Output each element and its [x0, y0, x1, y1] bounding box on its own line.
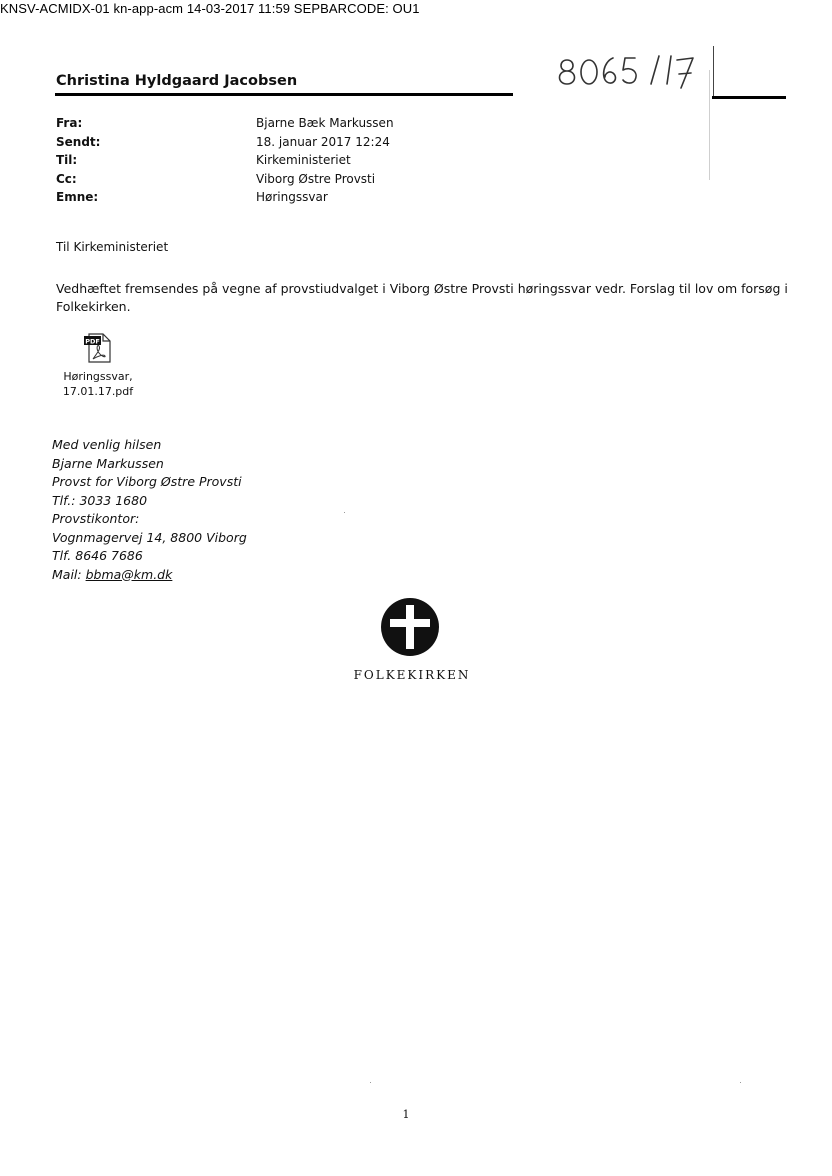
sender-name: Christina Hyldgaard Jacobsen: [56, 73, 298, 89]
signature-line: Bjarne Markussen: [52, 455, 164, 471]
sent-label: Sendt:: [56, 134, 101, 149]
svg-text:PDF: PDF: [85, 337, 100, 346]
pdf-file-icon: [81, 331, 115, 365]
right-rule: [712, 96, 786, 99]
scan-speck: [344, 512, 345, 513]
sent-value: 18. januar 2017 12:24: [256, 134, 390, 149]
attachment-name-line1: Høringssvar,: [63, 370, 133, 383]
scan-line: [709, 70, 710, 180]
scan-speck: [740, 1082, 741, 1083]
cc-label: Cc:: [56, 171, 77, 186]
handwritten-number: [553, 44, 703, 94]
signature-line: Provst for Viborg Østre Provsti: [52, 474, 242, 489]
message-body: Vedhæftet fremsendes på vegne af provstiudvalget i Viborg Østre Provsti høringssvar vedr. Forslag til lov om forsøg i Folkekirken.: [56, 281, 788, 314]
mail-label: Mail:: [52, 566, 86, 582]
signature-line: Provstikontor:: [52, 511, 140, 526]
meta-row-sent: [56, 133, 394, 152]
meta-row-cc: [56, 170, 394, 189]
name-underline: [55, 93, 513, 96]
margin-mark: [713, 46, 714, 96]
signature-mail-line: [52, 566, 247, 585]
meta-row-to: [56, 151, 394, 170]
cross-logo-icon: [380, 597, 440, 657]
scan-speck: [370, 1082, 371, 1083]
cc-value: Viborg Østre Provsti: [256, 171, 376, 186]
meta-row-from: [56, 114, 394, 133]
page-number: 1: [402, 1108, 410, 1121]
email-metadata: [56, 114, 394, 207]
subject-value: Høringssvar: [256, 190, 328, 204]
from-label: Fra:: [56, 116, 83, 130]
fax-header: KNSV-ACMIDX-01 kn-app-acm 14-03-2017 11:59 SEPBARCODE: OU1: [0, 1, 420, 16]
signature-line: Tlf.: 3033 1680: [52, 492, 148, 508]
pdf-attachment[interactable]: [50, 331, 146, 399]
signature-line: Vognmagervej 14, 8800 Viborg: [52, 529, 247, 545]
logo-text: FOLKEKIRKEN: [353, 668, 471, 682]
greeting: Til Kirkeministeriet: [56, 240, 169, 254]
subject-label: Emne:: [56, 190, 99, 204]
to-value: Kirkeministeriet: [256, 153, 351, 167]
mail-link[interactable]: bbma@km.dk: [85, 566, 173, 582]
signature-line: Tlf. 8646 7686: [52, 548, 143, 563]
attachment-name-line2: 17.01.17.pdf: [62, 385, 134, 398]
signature-line: Med venlig hilsen: [52, 437, 162, 452]
from-value: Bjarne Bæk Markussen: [256, 116, 394, 130]
to-label: Til:: [56, 153, 78, 167]
meta-row-subject: [56, 188, 394, 207]
signature: [52, 436, 247, 584]
